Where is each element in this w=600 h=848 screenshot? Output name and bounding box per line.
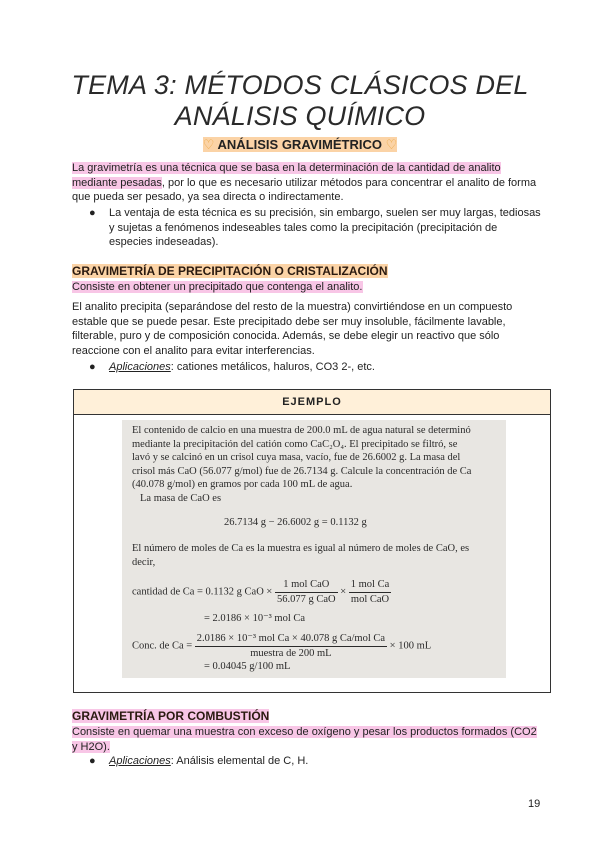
heart-icon: ♡ [202,137,215,152]
concentration-equation [132,632,431,660]
applications-text: : cationes metálicos, haluros, CO3 2-, etc. [170,361,375,373]
bullet-icon: ● [89,361,96,373]
section1-definition [72,280,552,295]
applications-text: : Análisis elemental de C, H. [170,755,309,767]
intro-bullet-line-2: y sujetas a fenómenos indeseables tales como la precipitación (precipitación de [109,221,498,234]
conc-numerator: 2.0186 × 10⁻³ mol Ca × 40.078 g Ca/mol Ca [195,632,387,647]
intro-rest-2: , por lo que es necesario utilizar métodos para concentrar el analito de forma [161,176,537,189]
mass-label: La masa de CaO es [140,493,222,504]
qty-prefix: cantidad de Ca = 0.1132 g CaO × [132,586,273,598]
applications-label: Aplicaciones [109,755,171,767]
intro-highlight-1: La gravimetría es una técnica que se basa en la determinación de la cantidad de analito [72,162,501,174]
fraction-1-denominator: 56.077 g CaO [276,593,336,605]
problem-line-4: crisol más CaO (56.077 g/mol) fue de 26.7134 g. Calcule la concentración de Ca [132,465,472,477]
concentration-result: = 0.04045 g/100 mL [204,661,291,672]
mass-equation: 26.7134 g − 26.6002 g = 0.1132 g [224,517,367,528]
title-line-1: TEMA 3: MÉTODOS CLÁSICOS DEL [71,70,529,100]
heart-icon: ♡ [385,137,398,152]
intro-highlight-2: mediante pesadas [72,176,162,189]
quantity-result: = 2.0186 × 10⁻³ mol Ca [204,613,306,624]
section1-para-line-3: filterable, puro y de composición conocida. Además, se debe elegir un reactivo que sólo [72,330,500,342]
moles-line-2: decir, [132,556,156,568]
moles-line-1: El número de moles de Ca es la muestra es igual al número de moles de CaO, es [132,543,470,554]
intro-bullet-line-3: especies indeseadas). [109,236,219,248]
example-header: EJEMPLO [74,390,550,415]
problem-line-3: lavó y se calcinó en un crisol cuya masa, vacío, fue de 26.6002 g. La masa del [132,452,461,463]
section1-definition-text: Consiste en obtener un precipitado que contenga el analito. [72,281,363,293]
applications-label: Aplicaciones [109,361,171,373]
subtitle-highlight [203,137,398,152]
intro-bullet-line-1: La ventaja de esta técnica es su precisión, sin embargo, suelen ser muy largas, tediosas [109,207,541,219]
section2-heading-text: GRAVIMETRÍA POR COMBUSTIÓN [72,709,270,723]
moles-paragraph [132,542,498,569]
section2-definition-line-1: Consiste en quemar una muestra con exceso de oxígeno y pesar los productos formados (CO2 [72,726,537,738]
section2-applications [109,754,308,769]
section1-heading [72,264,388,279]
problem-line-1: El contenido de calcio en una muestra de 200.0 mL de agua natural se determinó [132,425,471,436]
problem-line-2: mediante la precipitación del catión como CaC₂O₄. El precipitado se filtró, se [132,438,458,450]
section2-definition-line-2: y H2O). [72,740,110,753]
example-problem [132,424,498,492]
section1-applications [109,360,375,375]
page-number: 19 [528,798,541,810]
fraction-1 [275,578,338,606]
conc-prefix: Conc. de Ca = [132,640,193,652]
section1-heading-text: GRAVIMETRÍA DE PRECIPITACIÓN O CRISTALIZACIÓN [72,264,388,278]
section1-paragraph [72,300,552,358]
fraction-2-denominator: mol CaO [350,593,390,605]
bullet-icon: ● [89,207,96,219]
intro-line-3: que pueda ser pesado, ya sea directa o indirectamente. [72,191,344,203]
conc-suffix: × 100 mL [389,640,432,652]
section1-para-line-4: reaccione con el analito para evitar interferencias. [72,344,315,357]
fraction-2-numerator: 1 mol Ca [349,578,392,593]
subtitle [0,137,600,153]
title-line-2: ANÁLISIS QUÍMICO [174,101,426,131]
problem-line-5: (40.078 g/mol) en gramos por cada 100 mL de agua. [132,479,353,490]
intro-bullet-text [109,206,541,250]
intro-paragraph [72,161,552,205]
times-sign: × [340,586,347,598]
quantity-equation [132,578,391,606]
fraction-1-numerator: 1 mol CaO [275,578,338,593]
example-scanned-image [122,420,506,678]
section2-heading [72,709,269,724]
conc-denominator: muestra de 200 mL [250,647,332,659]
section1-para-line-2: estable que se puede pesar. Este precipitado debe ser muy insoluble, fácilmente lavable, [72,315,506,328]
conc-fraction [195,632,387,660]
fraction-2 [349,578,392,606]
section1-para-line-1: El analito precipita (separándose del resto de la muestra) convirtiéndose en un compuesto [72,301,513,313]
subtitle-text: ANÁLISIS GRAVIMÉTRICO [217,137,382,152]
bullet-icon: ● [89,755,96,767]
example-box [73,389,551,693]
section2-definition [72,725,562,754]
page-title [40,70,560,132]
